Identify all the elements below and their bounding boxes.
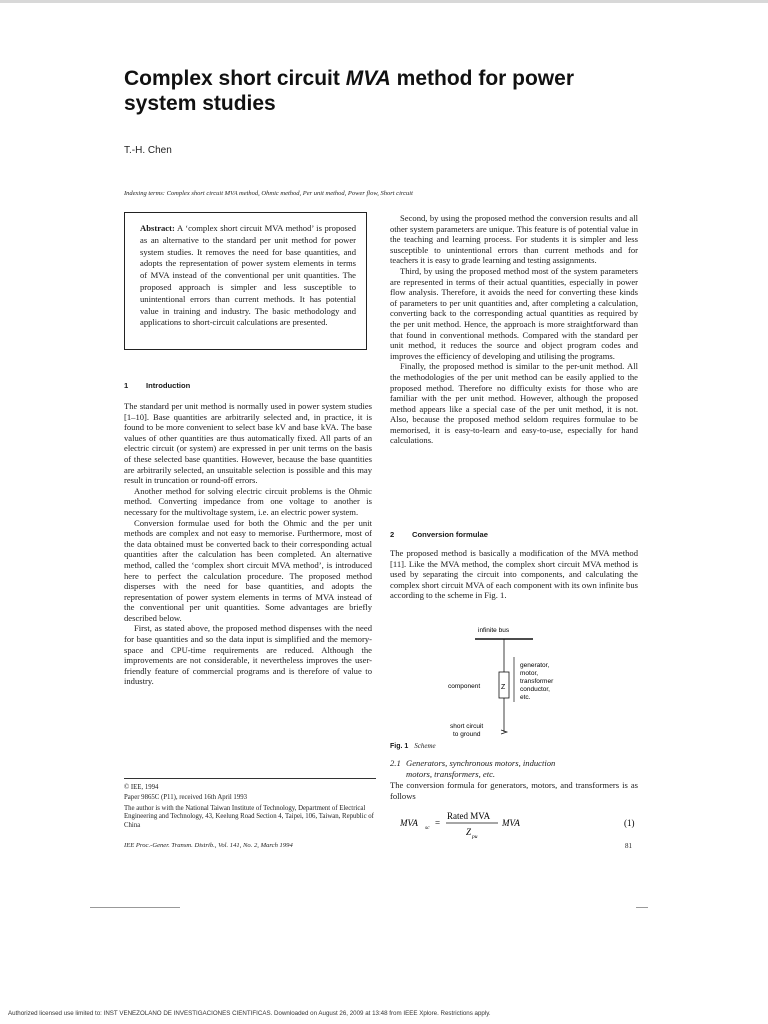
to-ground-label: to ground bbox=[453, 731, 481, 738]
component-label: component bbox=[448, 683, 481, 690]
download-notice: Authorized licensed use limited to: INST VENEZOLANO DE INVESTIGACIONES CIENTIFICAS. Downloaded on August 26, 2009 at 13:48 from IEEE Xplore. Restrictions apply. bbox=[8, 1010, 491, 1017]
component-type: conductor, bbox=[520, 686, 550, 693]
paragraph: The standard per unit method is normally used in power system studies [1–10]. Base quantities are arbitrarily selected and, in practice, it is found to be more convenient to select base kV and base kVA. The base values of other quantities are thus automatically fixed. All parts of an electric circuit (or system) are expressed in per unit terms on the basis of these selected base quantities. However, because the base quantities are arbitrarily selected, an unsuitable selection is possible and this may result in truncation or round-off errors. bbox=[124, 401, 372, 486]
equation-lhs-subscript: sc bbox=[425, 825, 430, 831]
paper-title: Complex short circuit MVA method for power system studies bbox=[124, 67, 574, 115]
right-column-intro bbox=[390, 213, 638, 446]
subsection-2-1-body bbox=[390, 780, 638, 801]
paragraph: The conversion formula for generators, motors, and transformers is as follows bbox=[390, 780, 638, 801]
page-number: 81 bbox=[625, 842, 632, 850]
equation-rhs: MVA bbox=[502, 818, 520, 828]
impedance-label: Z bbox=[501, 684, 506, 691]
footnote-copyright: © IEE, 1994 bbox=[124, 784, 159, 791]
paragraph: Second, by using the proposed method the conversion results and all other system parameters are unique. This feature is of potential value in the teaching and learning process. For students it is simpler and less susceptible to unintentional errors than current methods and for teachers it is easy to grade learning and testing assignments. bbox=[390, 213, 638, 266]
svg-text:=: = bbox=[435, 818, 441, 828]
footnote-rule bbox=[124, 778, 376, 779]
equation-number: (1) bbox=[624, 818, 635, 828]
scan-artifact-line bbox=[90, 907, 180, 908]
footnotes bbox=[124, 784, 379, 832]
paragraph: Finally, the proposed method is similar to the per-unit method. All the methodologies of the per unit method can be easily applied to the proposed method. Therefore no difficulty exists for those who are familiar with the per unit method. However, although the proposed method appears like a special case of the per unit method, it is not. Also, because the proposed method seldom requires formulae to be memorised, it is easy-to-learn and easy-to-use, especially for hand calculations. bbox=[390, 361, 638, 446]
equation-numerator: Rated MVA bbox=[447, 811, 491, 821]
component-type: etc. bbox=[520, 694, 531, 701]
author-name: T.-H. Chen bbox=[124, 145, 172, 156]
footnote-paper-id: Paper 9865C (P11), received 16th April 1993 bbox=[124, 794, 248, 802]
short-circuit-label: short circuit bbox=[450, 723, 484, 730]
subsection-2-1-heading: 2.1 Generators, synchronous motors, induction motors, transformers, etc. bbox=[390, 758, 556, 779]
component-type: generator, bbox=[520, 662, 550, 669]
equation-denominator-subscript: pu bbox=[472, 834, 478, 840]
footnote-affiliation: The author is with the National Taiwan Institute of Technology, Department of Electrical Engineering and Technology, 43, Keelung Road Section 4, Taipei, 106, Taiwan, Republic of China bbox=[124, 804, 374, 829]
equation-lhs: MVA bbox=[400, 818, 418, 828]
component-type: transformer bbox=[520, 678, 554, 685]
paragraph: Conversion formulae used for both the Ohmic and the per unit methods are complex and not easy to memorise. Furthermore, most of the data obtained must be converted back to their corresponding actual quantities after the calculation has been completed. An alternative method, called the ‘complex short circuit MVA method’, is introduced here to perfect the calculation procedure. The proposed method disperses with the need for base quantities, and adopts the representation of power system elements in terms of MVA instead of the conventional per unit quantities. Some advantages are briefly described below. bbox=[124, 517, 372, 623]
abstract-label: Abstract: bbox=[140, 223, 175, 233]
top-border bbox=[0, 0, 768, 3]
abstract-box bbox=[124, 212, 367, 350]
scan-artifact-line bbox=[636, 907, 648, 908]
paragraph: The proposed method is basically a modification of the MVA method [11]. Like the MVA method, the complex short circuit MVA method is used by separating the circuit into components, and calculating the complex short circuit MVA of each component with its own infinite bus according to the scheme in Fig. 1. bbox=[390, 548, 638, 601]
paragraph: First, as stated above, the proposed method dispenses with the need for base quantities and so the data input is simplified and the memory-space and CPU-time requirements are reduced. Although the improvements are not considerable, it nevertheless improves the user-friendly feature of commercial programs and is therefore of value to industry. bbox=[124, 623, 372, 687]
section-2-heading: 2 Conversion formulae bbox=[390, 530, 488, 539]
equation-1 bbox=[400, 806, 640, 840]
equation-denominator: Z bbox=[466, 827, 472, 837]
journal-reference: IEE Proc.-Gener. Transm. Distrib., Vol. 141, No. 2, March 1994 bbox=[124, 842, 293, 849]
infinite-bus-label: infinite bus bbox=[478, 627, 510, 634]
section-1-heading: 1 Introduction bbox=[124, 381, 191, 390]
indexing-terms: Indexing terms: Complex short circuit MVA method, Ohmic method, Per unit method, Power flow, Short circuit bbox=[124, 190, 413, 197]
figure-1-scheme bbox=[390, 622, 640, 747]
abstract-text: A ‘complex short circuit MVA method’ is proposed as an alternative to the standard per unit method for power system studies. It removes the need for base quantities, and adopts the representation of power system elements in terms of MVA instead of the conventional per unit quantities. The proposed approach is simpler and less susceptible to unintentional errors than current methods. It has potential value in training and industry. The basic methodology and applications to short-circuit calculations are presented. bbox=[140, 223, 356, 328]
paragraph: Third, by using the proposed method most of the system parameters are represented in terms of their actual quantities, especially in power flow analysis. Therefore, it avoids the need for converting these kinds of parameters to per unit quantities and, after completing a calculation, converting back to the corresponding actual quantities as required by the per unit method. Hence, the approach is more straightforward than that found in conventional methods. Compared with the standard per unit method, it reduces the source and object program codes and improves the efficiency of developing and utilising the programs. bbox=[390, 265, 638, 361]
left-column-body bbox=[124, 401, 372, 687]
figure-caption: Fig. 1 Scheme bbox=[390, 742, 436, 750]
paragraph: Another method for solving electric circuit problems is the Ohmic method. Converting impedance from one voltage to another is necessary for the multivoltage system, i.e. an electric power system. bbox=[124, 485, 372, 517]
component-type: motor, bbox=[520, 670, 539, 677]
section-2-body bbox=[390, 548, 638, 601]
